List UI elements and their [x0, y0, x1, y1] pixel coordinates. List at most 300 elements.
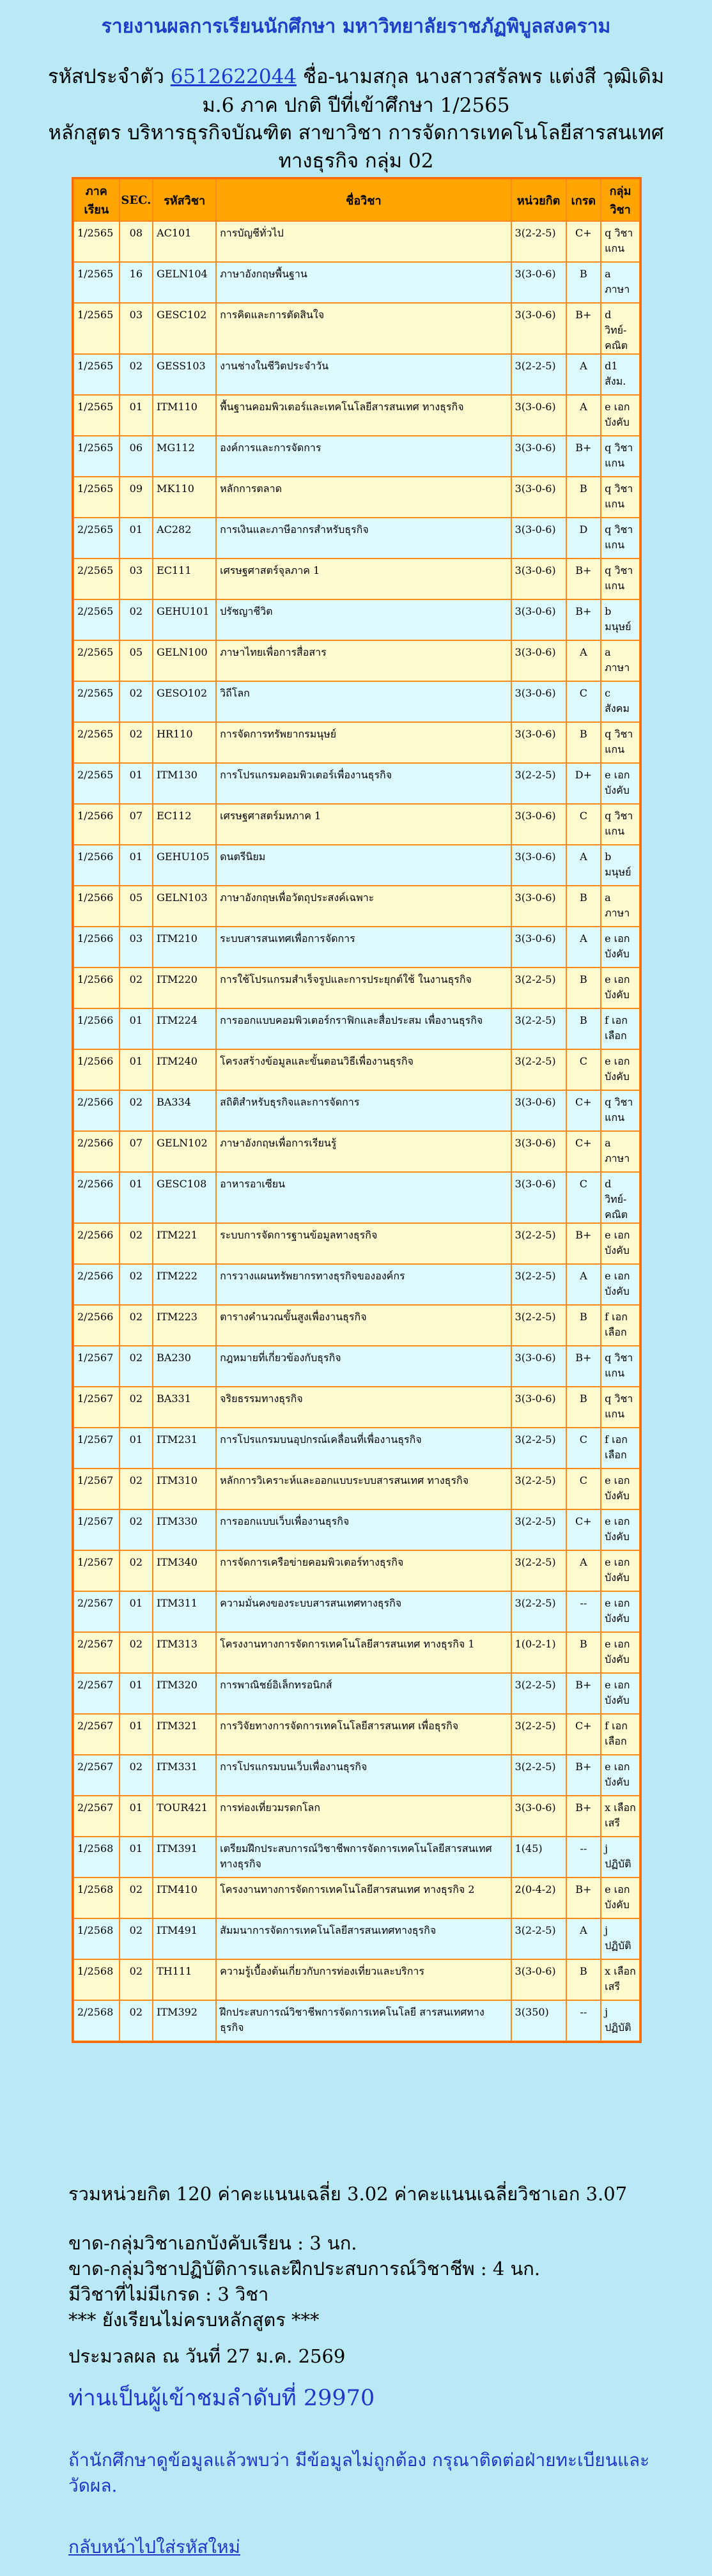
- cell-grade: B: [566, 1008, 601, 1049]
- col-name: ชื่อวิชา: [216, 179, 511, 221]
- student-id-label: รหัสประจำตัว: [47, 65, 164, 88]
- cell-semester: 1/2565: [74, 477, 120, 518]
- cell-semester: 1/2567: [74, 1550, 120, 1591]
- cell-course-name: การพาณิชย์อิเล็กทรอนิกส์: [216, 1673, 511, 1714]
- cell-group: j ปฏิบัติ: [601, 2000, 640, 2041]
- cell-group: q วิชาแกน: [601, 518, 640, 559]
- cell-semester: 1/2565: [74, 221, 120, 262]
- table-row: [74, 1918, 640, 1959]
- table-row: [74, 681, 640, 722]
- table-row: [74, 1878, 640, 1918]
- cell-semester: 1/2567: [74, 1469, 120, 1509]
- cell-group: e เอกบังคับ: [601, 1223, 640, 1264]
- summary-missing-practice: ขาด-กลุ่มวิชาปฏิบัติการและฝึกประสบการณ์วิชาชีพ : 4 นก.: [68, 2258, 541, 2279]
- cell-group: e เอกบังคับ: [601, 1755, 640, 1796]
- cell-course-name: หลักการวิเคราะห์และออกแบบระบบสารสนเทศ ทางธุรกิจ: [216, 1469, 511, 1509]
- cell-credit: 3(2-2-5): [511, 1591, 566, 1632]
- cell-grade: C: [566, 1172, 601, 1223]
- cell-code: EC112: [153, 804, 216, 845]
- table-row: [74, 1755, 640, 1796]
- cell-course-name: การบัญชีทั่วไป: [216, 221, 511, 262]
- student-name: ชื่อ-นามสกุล นางสาวสรัลพร แต่งสี วุฒิเดิม: [302, 65, 665, 88]
- cell-group: q วิชาแกน: [601, 722, 640, 763]
- cell-semester: 1/2568: [74, 1837, 120, 1878]
- cell-credit: 3(3-0-6): [511, 722, 566, 763]
- cell-semester: 1/2566: [74, 1008, 120, 1049]
- cell-code: ITM210: [153, 927, 216, 968]
- cell-code: AC282: [153, 518, 216, 559]
- cell-semester: 2/2567: [74, 1591, 120, 1632]
- cell-section: 03: [120, 927, 153, 968]
- col-grade: เกรด: [566, 179, 601, 221]
- table-row: [74, 1632, 640, 1673]
- cell-grade: C: [566, 1428, 601, 1469]
- cell-semester: 1/2568: [74, 1918, 120, 1959]
- cell-code: GEHU105: [153, 845, 216, 886]
- cell-credit: 3(2-2-5): [511, 1918, 566, 1959]
- cell-code: ITM231: [153, 1428, 216, 1469]
- table-row: [74, 354, 640, 395]
- back-link[interactable]: กลับหน้าไปใส่รหัสใหม่: [68, 2536, 240, 2557]
- cell-semester: 2/2566: [74, 1131, 120, 1172]
- cell-section: 02: [120, 1305, 153, 1346]
- cell-code: ITM311: [153, 1591, 216, 1632]
- cell-code: ITM313: [153, 1632, 216, 1673]
- cell-grade: A: [566, 1550, 601, 1591]
- cell-section: 01: [120, 395, 153, 436]
- table-row: [74, 1550, 640, 1591]
- cell-course-name: เศรษฐศาสตร์มหภาค 1: [216, 804, 511, 845]
- cell-course-name: การเงินและภาษีอากรสำหรับธุรกิจ: [216, 518, 511, 559]
- cell-group: e เอกบังคับ: [601, 763, 640, 804]
- student-id-link[interactable]: 6512622044: [170, 65, 297, 88]
- cell-grade: C+: [566, 1090, 601, 1131]
- cell-section: 02: [120, 722, 153, 763]
- cell-group: a ภาษา: [601, 886, 640, 927]
- cell-grade: B: [566, 477, 601, 518]
- cell-semester: 1/2568: [74, 1959, 120, 2000]
- summary-processed-date: ประมวลผล ณ วันที่ 27 ม.ค. 2569: [68, 2345, 346, 2367]
- cell-credit: 1(0-2-1): [511, 1632, 566, 1673]
- cell-course-name: จริยธรรมทางธุรกิจ: [216, 1387, 511, 1428]
- cell-group: a ภาษา: [601, 262, 640, 303]
- cell-group: e เอกบังคับ: [601, 1264, 640, 1305]
- cell-grade: B: [566, 262, 601, 303]
- cell-section: 01: [120, 518, 153, 559]
- cell-grade: B+: [566, 1796, 601, 1837]
- visitor-count: ท่านเป็นผู้เข้าชมลำดับที่ 29970: [68, 2386, 375, 2411]
- summary-missing-major: ขาด-กลุ่มวิชาเอกบังคับเรียน : 3 นก.: [68, 2232, 357, 2254]
- cell-credit: 3(3-0-6): [511, 1796, 566, 1837]
- cell-semester: 1/2565: [74, 303, 120, 354]
- cell-grade: A: [566, 640, 601, 681]
- cell-section: 01: [120, 1837, 153, 1878]
- cell-code: ITM340: [153, 1550, 216, 1591]
- cell-section: 06: [120, 436, 153, 477]
- table-row: [74, 1008, 640, 1049]
- cell-section: 05: [120, 640, 153, 681]
- cell-code: ITM240: [153, 1049, 216, 1090]
- cell-semester: 1/2566: [74, 927, 120, 968]
- cell-semester: 2/2565: [74, 722, 120, 763]
- cell-course-name: ความรู้เบื้องต้นเกี่ยวกับการท่องเที่ยวและบริการ: [216, 1959, 511, 2000]
- cell-credit: 3(3-0-6): [511, 1387, 566, 1428]
- cell-group: e เอกบังคับ: [601, 1049, 640, 1090]
- page-title: รายงานผลการเรียนนักศึกษา มหาวิทยาลัยราชภัฏพิบูลสงคราม: [101, 15, 611, 38]
- cell-section: 02: [120, 681, 153, 722]
- cell-group: c สังคม: [601, 681, 640, 722]
- cell-course-name: การโปรแกรมบนเว็บเพื่องานธุรกิจ: [216, 1755, 511, 1796]
- cell-course-name: กฎหมายที่เกี่ยวข้องกับธุรกิจ: [216, 1346, 511, 1387]
- cell-grade: B: [566, 1959, 601, 2000]
- program-line: หลักสูตร บริหารธุรกิจบัณฑิต สาขาวิชา การจัดการเทคโนโลยีสารสนเทศ: [48, 121, 664, 144]
- cell-course-name: องค์การและการจัดการ: [216, 436, 511, 477]
- cell-group: e เอกบังคับ: [601, 1550, 640, 1591]
- summary-no-grade: มีวิชาที่ไม่มีเกรด : 3 วิชา: [68, 2283, 269, 2305]
- cell-semester: 1/2566: [74, 968, 120, 1008]
- table-row: [74, 927, 640, 968]
- cell-section: 07: [120, 1131, 153, 1172]
- cell-credit: 3(3-0-6): [511, 436, 566, 477]
- cell-code: TOUR421: [153, 1796, 216, 1837]
- cell-semester: 2/2567: [74, 1796, 120, 1837]
- cell-group: b มนุษย์: [601, 599, 640, 640]
- table-row: [74, 886, 640, 927]
- cell-credit: 3(3-0-6): [511, 927, 566, 968]
- cell-section: 02: [120, 1632, 153, 1673]
- cell-semester: 2/2565: [74, 681, 120, 722]
- cell-code: ITM391: [153, 1837, 216, 1878]
- summary-totals: รวมหน่วยกิต 120 ค่าคะแนนเฉลี่ย 3.02 ค่าคะแนนเฉลี่ยวิชาเอก 3.07: [68, 2183, 628, 2205]
- cell-credit: 3(3-0-6): [511, 262, 566, 303]
- cell-section: 01: [120, 1714, 153, 1755]
- cell-section: 02: [120, 599, 153, 640]
- table-row: [74, 1469, 640, 1509]
- col-code: รหัสวิชา: [153, 179, 216, 221]
- cell-grade: B+: [566, 1878, 601, 1918]
- cell-group: e เอกบังคับ: [601, 927, 640, 968]
- cell-group: f เอกเลือก: [601, 1428, 640, 1469]
- cell-semester: 1/2565: [74, 262, 120, 303]
- cell-credit: 3(2-2-5): [511, 1049, 566, 1090]
- table-row: [74, 599, 640, 640]
- cell-group: f เอกเลือก: [601, 1008, 640, 1049]
- cell-section: 03: [120, 303, 153, 354]
- cell-grade: B+: [566, 1223, 601, 1264]
- cell-section: 02: [120, 1918, 153, 1959]
- cell-course-name: ตารางคำนวณขั้นสูงเพื่องานธุรกิจ: [216, 1305, 511, 1346]
- cell-group: q วิชาแกน: [601, 436, 640, 477]
- cell-course-name: โครงงานทางการจัดการเทคโนโลยีสารสนเทศ ทางธุรกิจ 1: [216, 1632, 511, 1673]
- cell-code: TH111: [153, 1959, 216, 2000]
- cell-grade: --: [566, 2000, 601, 2041]
- cell-grade: B+: [566, 559, 601, 599]
- cell-code: GELN103: [153, 886, 216, 927]
- cell-section: 01: [120, 1172, 153, 1223]
- cell-credit: 3(3-0-6): [511, 1090, 566, 1131]
- cell-grade: --: [566, 1837, 601, 1878]
- cell-group: a ภาษา: [601, 640, 640, 681]
- table-row: [74, 1959, 640, 2000]
- cell-section: 01: [120, 1673, 153, 1714]
- cell-section: 02: [120, 1509, 153, 1550]
- cell-code: ITM130: [153, 763, 216, 804]
- cell-course-name: โครงสร้างข้อมูลและขั้นตอนวิธีเพื่องานธุรกิจ: [216, 1049, 511, 1090]
- col-semester: ภาค เรียน: [74, 179, 120, 221]
- cell-grade: C: [566, 1469, 601, 1509]
- cell-course-name: สัมมนาการจัดการเทคโนโลยีสารสนเทศทางธุรกิจ: [216, 1918, 511, 1959]
- cell-section: 01: [120, 1591, 153, 1632]
- cell-course-name: การวิจัยทางการจัดการเทคโนโลยีสารสนเทศ เพื่อธุรกิจ: [216, 1714, 511, 1755]
- summary-incomplete: *** ยังเรียนไม่ครบหลักสูตร ***: [68, 2309, 320, 2331]
- cell-group: q วิชาแกน: [601, 1090, 640, 1131]
- cell-course-name: การโปรแกรมบนอุปกรณ์เคลื่อนที่เพื่องานธุรกิจ: [216, 1428, 511, 1469]
- cell-grade: B: [566, 1387, 601, 1428]
- cell-grade: A: [566, 927, 601, 968]
- cell-section: 02: [120, 1223, 153, 1264]
- cell-code: ITM330: [153, 1509, 216, 1550]
- cell-semester: 1/2567: [74, 1387, 120, 1428]
- cell-code: ITM110: [153, 395, 216, 436]
- cell-code: GELN104: [153, 262, 216, 303]
- cell-section: 03: [120, 559, 153, 599]
- cell-course-name: เศรษฐศาสตร์จุลภาค 1: [216, 559, 511, 599]
- cell-section: 05: [120, 886, 153, 927]
- cell-course-name: หลักการตลาด: [216, 477, 511, 518]
- cell-course-name: การออกแบบคอมพิวเตอร์กราฟิกและสื่อประสม เพื่องานธุรกิจ: [216, 1008, 511, 1049]
- cell-section: 02: [120, 2000, 153, 2041]
- cell-code: ITM310: [153, 1469, 216, 1509]
- cell-grade: C: [566, 681, 601, 722]
- table-row: [74, 1796, 640, 1837]
- cell-credit: 3(2-2-5): [511, 221, 566, 262]
- cell-code: GESS103: [153, 354, 216, 395]
- cell-credit: 3(2-2-5): [511, 1223, 566, 1264]
- cell-semester: 2/2567: [74, 1714, 120, 1755]
- cell-credit: 3(3-0-6): [511, 640, 566, 681]
- cell-semester: 2/2566: [74, 1264, 120, 1305]
- cell-course-name: โครงงานทางการจัดการเทคโนโลยีสารสนเทศ ทางธุรกิจ 2: [216, 1878, 511, 1918]
- col-section: SEC.: [120, 179, 153, 221]
- cell-group: e เอกบังคับ: [601, 1878, 640, 1918]
- cell-grade: A: [566, 1918, 601, 1959]
- cell-code: BA230: [153, 1346, 216, 1387]
- cell-grade: B: [566, 1632, 601, 1673]
- cell-credit: 3(2-2-5): [511, 763, 566, 804]
- cell-credit: 3(2-2-5): [511, 1673, 566, 1714]
- cell-credit: 3(2-2-5): [511, 1008, 566, 1049]
- cell-credit: 3(2-2-5): [511, 968, 566, 1008]
- table-row: [74, 1305, 640, 1346]
- cell-course-name: การวางแผนทรัพยากรทางธุรกิจขององค์กร: [216, 1264, 511, 1305]
- cell-semester: 2/2565: [74, 559, 120, 599]
- cell-semester: 2/2567: [74, 1673, 120, 1714]
- cell-section: 02: [120, 1387, 153, 1428]
- cell-credit: 3(350): [511, 2000, 566, 2041]
- cell-group: q วิชาแกน: [601, 477, 640, 518]
- cell-semester: 2/2565: [74, 518, 120, 559]
- table-row: [74, 763, 640, 804]
- cell-course-name: ระบบสารสนเทศเพื่อการจัดการ: [216, 927, 511, 968]
- cell-semester: 2/2565: [74, 763, 120, 804]
- contact-note: ถ้านักศึกษาดูข้อมูลแล้วพบว่า มีข้อมูลไม่ถูกต้อง กรุณาติดต่อฝ่ายทะเบียนและวัดผล.: [68, 2449, 650, 2496]
- cell-semester: 2/2567: [74, 1755, 120, 1796]
- cell-section: 02: [120, 1264, 153, 1305]
- cell-code: GESC102: [153, 303, 216, 354]
- cell-code: EC111: [153, 559, 216, 599]
- cell-credit: 3(2-2-5): [511, 1469, 566, 1509]
- cell-credit: 3(3-0-6): [511, 845, 566, 886]
- cell-group: j ปฏิบัติ: [601, 1837, 640, 1878]
- cell-section: 07: [120, 804, 153, 845]
- cell-course-name: สถิติสำหรับธุรกิจและการจัดการ: [216, 1090, 511, 1131]
- cell-code: ITM220: [153, 968, 216, 1008]
- cell-semester: 1/2565: [74, 354, 120, 395]
- cell-semester: 1/2566: [74, 886, 120, 927]
- cell-credit: 3(2-2-5): [511, 1550, 566, 1591]
- cell-semester: 2/2565: [74, 599, 120, 640]
- cell-group: a ภาษา: [601, 1131, 640, 1172]
- cell-course-name: การจัดการเครือข่ายคอมพิวเตอร์ทางธุรกิจ: [216, 1550, 511, 1591]
- table-row: [74, 640, 640, 681]
- cell-credit: 3(3-0-6): [511, 599, 566, 640]
- table-row: [74, 477, 640, 518]
- table-row: [74, 1172, 640, 1223]
- cell-grade: D+: [566, 763, 601, 804]
- cell-code: GESC108: [153, 1172, 216, 1223]
- cell-group: e เอกบังคับ: [601, 1632, 640, 1673]
- cell-grade: --: [566, 1591, 601, 1632]
- cell-group: x เลือกเสรี: [601, 1959, 640, 2000]
- cell-grade: A: [566, 845, 601, 886]
- table-row: [74, 1428, 640, 1469]
- table-row: [74, 1673, 640, 1714]
- cell-section: 01: [120, 763, 153, 804]
- cell-section: 01: [120, 1428, 153, 1469]
- table-row: [74, 804, 640, 845]
- cell-course-name: ดนตรีนิยม: [216, 845, 511, 886]
- cell-section: 08: [120, 221, 153, 262]
- cell-group: e เอกบังคับ: [601, 1469, 640, 1509]
- table-row: [74, 436, 640, 477]
- cell-course-name: พื้นฐานคอมพิวเตอร์และเทคโนโลยีสารสนเทศ ทางธุรกิจ: [216, 395, 511, 436]
- cell-credit: 3(3-0-6): [511, 395, 566, 436]
- cell-semester: 1/2567: [74, 1509, 120, 1550]
- cell-credit: 3(3-0-6): [511, 804, 566, 845]
- cell-code: ITM491: [153, 1918, 216, 1959]
- cell-credit: 3(3-0-6): [511, 886, 566, 927]
- table-row: [74, 1223, 640, 1264]
- cell-group: f เอกเลือก: [601, 1714, 640, 1755]
- cell-credit: 1(45): [511, 1837, 566, 1878]
- cell-semester: 2/2566: [74, 1172, 120, 1223]
- cell-grade: A: [566, 1264, 601, 1305]
- cell-section: 02: [120, 1755, 153, 1796]
- cell-grade: B+: [566, 1673, 601, 1714]
- program-group-line: ทางธุรกิจ กลุ่ม 02: [278, 150, 434, 173]
- cell-course-name: การออกแบบเว็บเพื่องานธุรกิจ: [216, 1509, 511, 1550]
- cell-section: 02: [120, 968, 153, 1008]
- cell-group: j ปฏิบัติ: [601, 1918, 640, 1959]
- cell-code: ITM331: [153, 1755, 216, 1796]
- cell-credit: 3(2-2-5): [511, 1755, 566, 1796]
- cell-group: d วิทย์-คณิต: [601, 303, 640, 354]
- cell-group: b มนุษย์: [601, 845, 640, 886]
- cell-course-name: อาหารอาเซียน: [216, 1172, 511, 1223]
- grades-table: [72, 177, 642, 2043]
- table-row: [74, 845, 640, 886]
- table-row: [74, 559, 640, 599]
- cell-credit: 3(3-0-6): [511, 1172, 566, 1223]
- cell-code: HR110: [153, 722, 216, 763]
- cell-section: 02: [120, 1959, 153, 2000]
- cell-course-name: การจัดการทรัพยากรมนุษย์: [216, 722, 511, 763]
- grades-header-row: [74, 179, 640, 221]
- table-row: [74, 1346, 640, 1387]
- cell-code: MK110: [153, 477, 216, 518]
- cell-code: GEHU101: [153, 599, 216, 640]
- cell-grade: C: [566, 804, 601, 845]
- cell-section: 02: [120, 1469, 153, 1509]
- cell-credit: 3(3-0-6): [511, 681, 566, 722]
- cell-code: BA331: [153, 1387, 216, 1428]
- cell-grade: C+: [566, 221, 601, 262]
- cell-code: AC101: [153, 221, 216, 262]
- col-credit: หน่วยกิต: [511, 179, 566, 221]
- table-row: [74, 1387, 640, 1428]
- table-row: [74, 221, 640, 262]
- cell-section: 02: [120, 1878, 153, 1918]
- cell-group: q วิชาแกน: [601, 804, 640, 845]
- cell-code: ITM221: [153, 1223, 216, 1264]
- cell-credit: 3(3-0-6): [511, 1346, 566, 1387]
- table-row: [74, 1509, 640, 1550]
- cell-grade: A: [566, 354, 601, 395]
- cell-group: q วิชาแกน: [601, 559, 640, 599]
- cell-grade: B+: [566, 436, 601, 477]
- cell-section: 02: [120, 1346, 153, 1387]
- cell-group: q วิชาแกน: [601, 221, 640, 262]
- grades-body: [74, 221, 640, 2041]
- cell-course-name: ฝึกประสบการณ์วิชาชีพการจัดการเทคโนโลยี สารสนเทศทางธุรกิจ: [216, 2000, 511, 2041]
- cell-code: ITM224: [153, 1008, 216, 1049]
- cell-group: d วิทย์-คณิต: [601, 1172, 640, 1223]
- cell-semester: 1/2566: [74, 1049, 120, 1090]
- cell-code: ITM320: [153, 1673, 216, 1714]
- cell-credit: 3(2-2-5): [511, 354, 566, 395]
- col-group: กลุ่ม วิชา: [601, 179, 640, 221]
- cell-course-name: วิถีโลก: [216, 681, 511, 722]
- cell-credit: 3(2-2-5): [511, 1714, 566, 1755]
- cell-credit: 3(3-0-6): [511, 303, 566, 354]
- cell-grade: B+: [566, 1346, 601, 1387]
- cell-section: 02: [120, 1550, 153, 1591]
- cell-credit: 3(2-2-5): [511, 1509, 566, 1550]
- cell-group: f เอกเลือก: [601, 1305, 640, 1346]
- cell-grade: B+: [566, 303, 601, 354]
- cell-course-name: ภาษาอังกฤษเพื่อวัตถุประสงค์เฉพาะ: [216, 886, 511, 927]
- table-row: [74, 1714, 640, 1755]
- cell-section: 02: [120, 354, 153, 395]
- cell-course-name: ภาษาอังกฤษเพื่อการเรียนรู้: [216, 1131, 511, 1172]
- cell-grade: B+: [566, 599, 601, 640]
- cell-group: x เลือกเสรี: [601, 1796, 640, 1837]
- table-row: [74, 1591, 640, 1632]
- cell-group: e เอกบังคับ: [601, 1591, 640, 1632]
- cell-grade: B: [566, 722, 601, 763]
- cell-course-name: ภาษาไทยเพื่อการสื่อสาร: [216, 640, 511, 681]
- table-row: [74, 1264, 640, 1305]
